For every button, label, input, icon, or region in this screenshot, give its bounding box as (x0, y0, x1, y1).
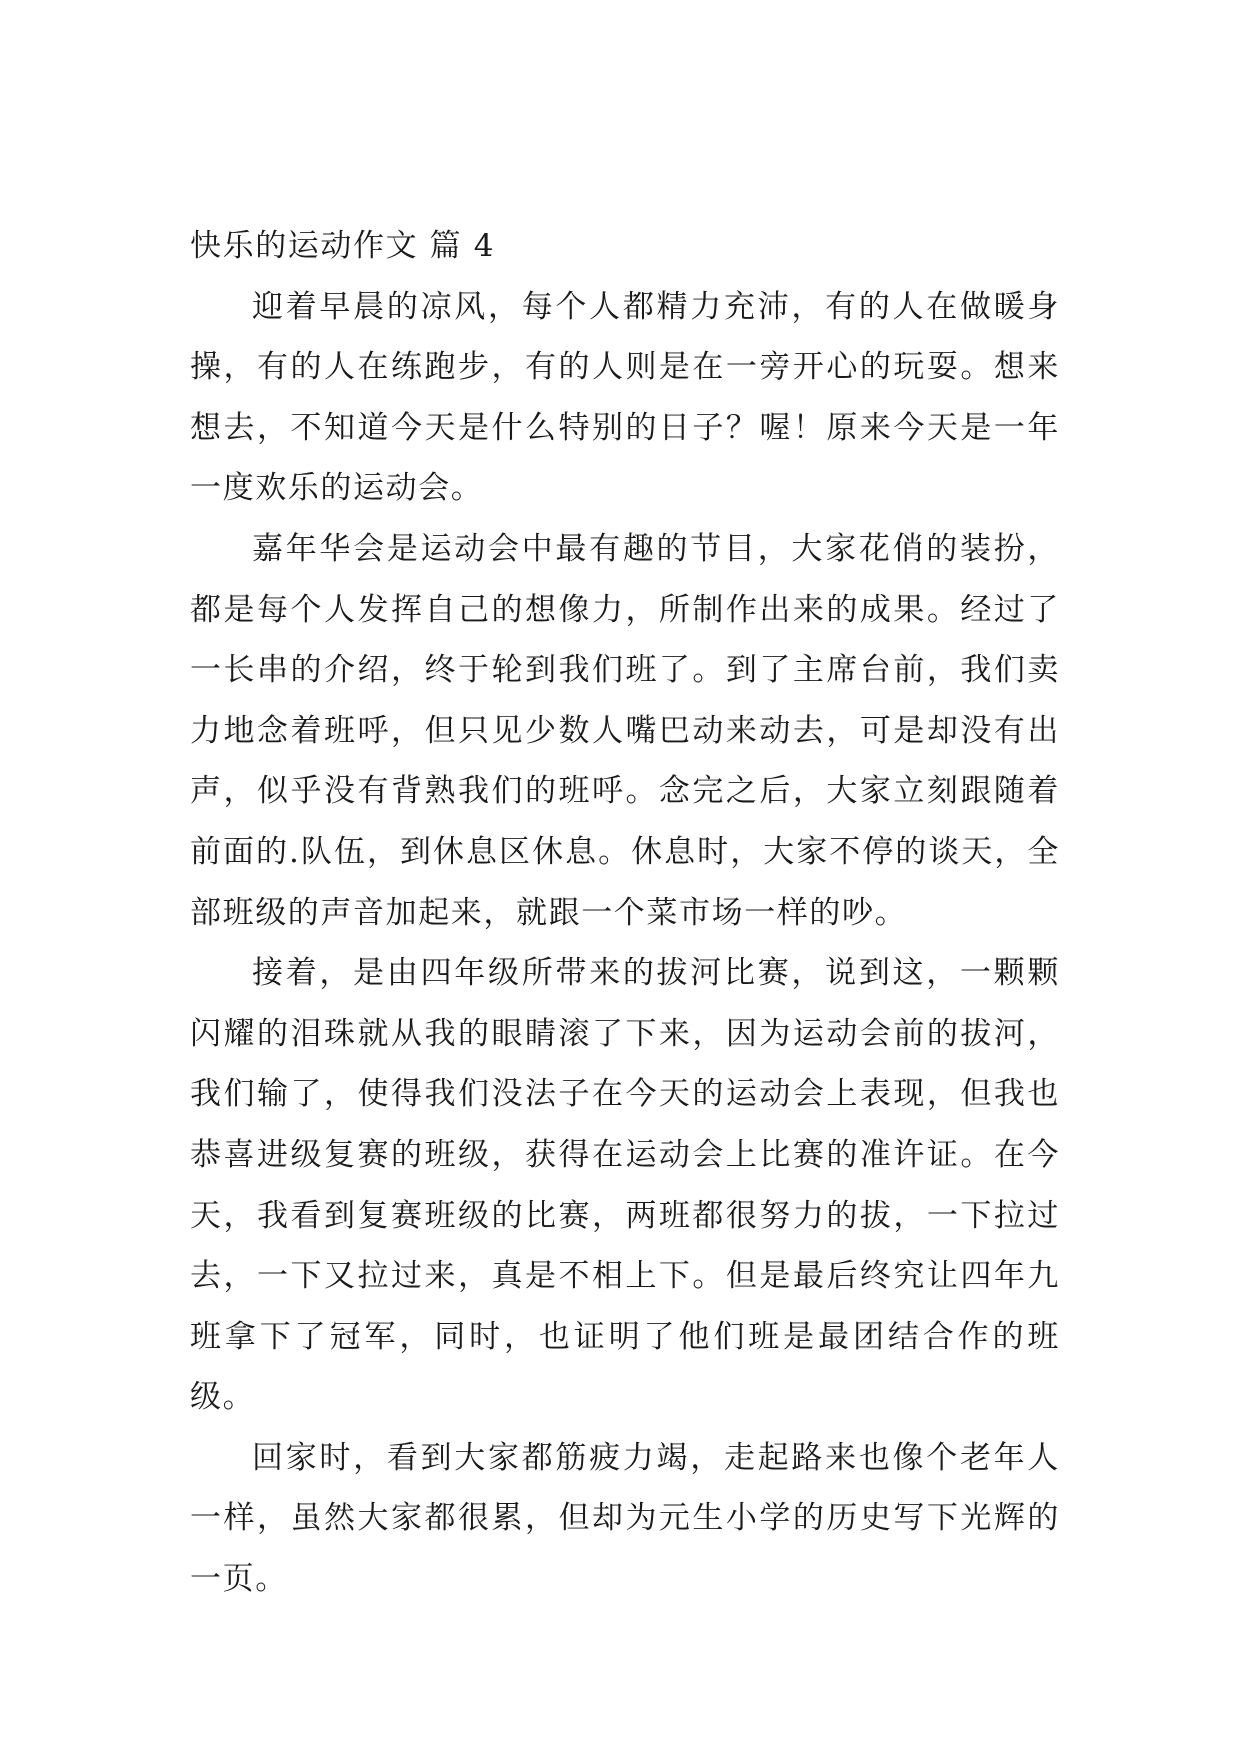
paragraph: 接着，是由四年级所带来的拔河比赛，说到这，一颗颗闪耀的泪珠就从我的眼睛滚了下来，因为运动会前的拔河，我们输了，使得我们没法子在今天的运动会上表现，但我也恭喜进级复赛的班级，获得在运动会上比赛的准许证。在今天，我看到复赛班级的比赛，两班都很努力的拔，一下拉过去，一下又拉过来，真是不相上下。但是最后终究让四年九班拿下了冠军，同时，也证明了他们班是最团结合作的班级。 (190, 955, 1060, 1416)
paragraph: 嘉年华会是运动会中最有趣的节目，大家花俏的装扮，都是每个人发挥自己的想像力，所制作出来的成果。经过了一长串的介绍，终于轮到我们班了。到了主席台前，我们卖力地念着班呼，但只见少数人嘴巴动来动去，可是却没有出声，似乎没有背熟我们的班呼。念完之后，大家立刻跟随着前面的.队伍，到休息区休息。休息时，大家不停的谈天，全部班级的声音加起来，就跟一个菜市场一样的吵。 (190, 530, 1060, 931)
paragraph: 回家时，看到大家都筋疲力竭，走起路来也像个老年人一样，虽然大家都很累，但却为元生小学的历史写下光辉的一页。 (190, 1439, 1060, 1598)
paragraph: 迎着早晨的凉风，每个人都精力充沛，有的人在做暖身操，有的人在练跑步，有的人则是在一旁开心的玩耍。想来想去，不知道今天是什么特别的日子？喔！原来今天是一年一度欢乐的运动会。 (190, 288, 1060, 507)
document-title: 快乐的运动作文 篇 4 (190, 228, 496, 264)
document-body (190, 216, 1060, 1610)
